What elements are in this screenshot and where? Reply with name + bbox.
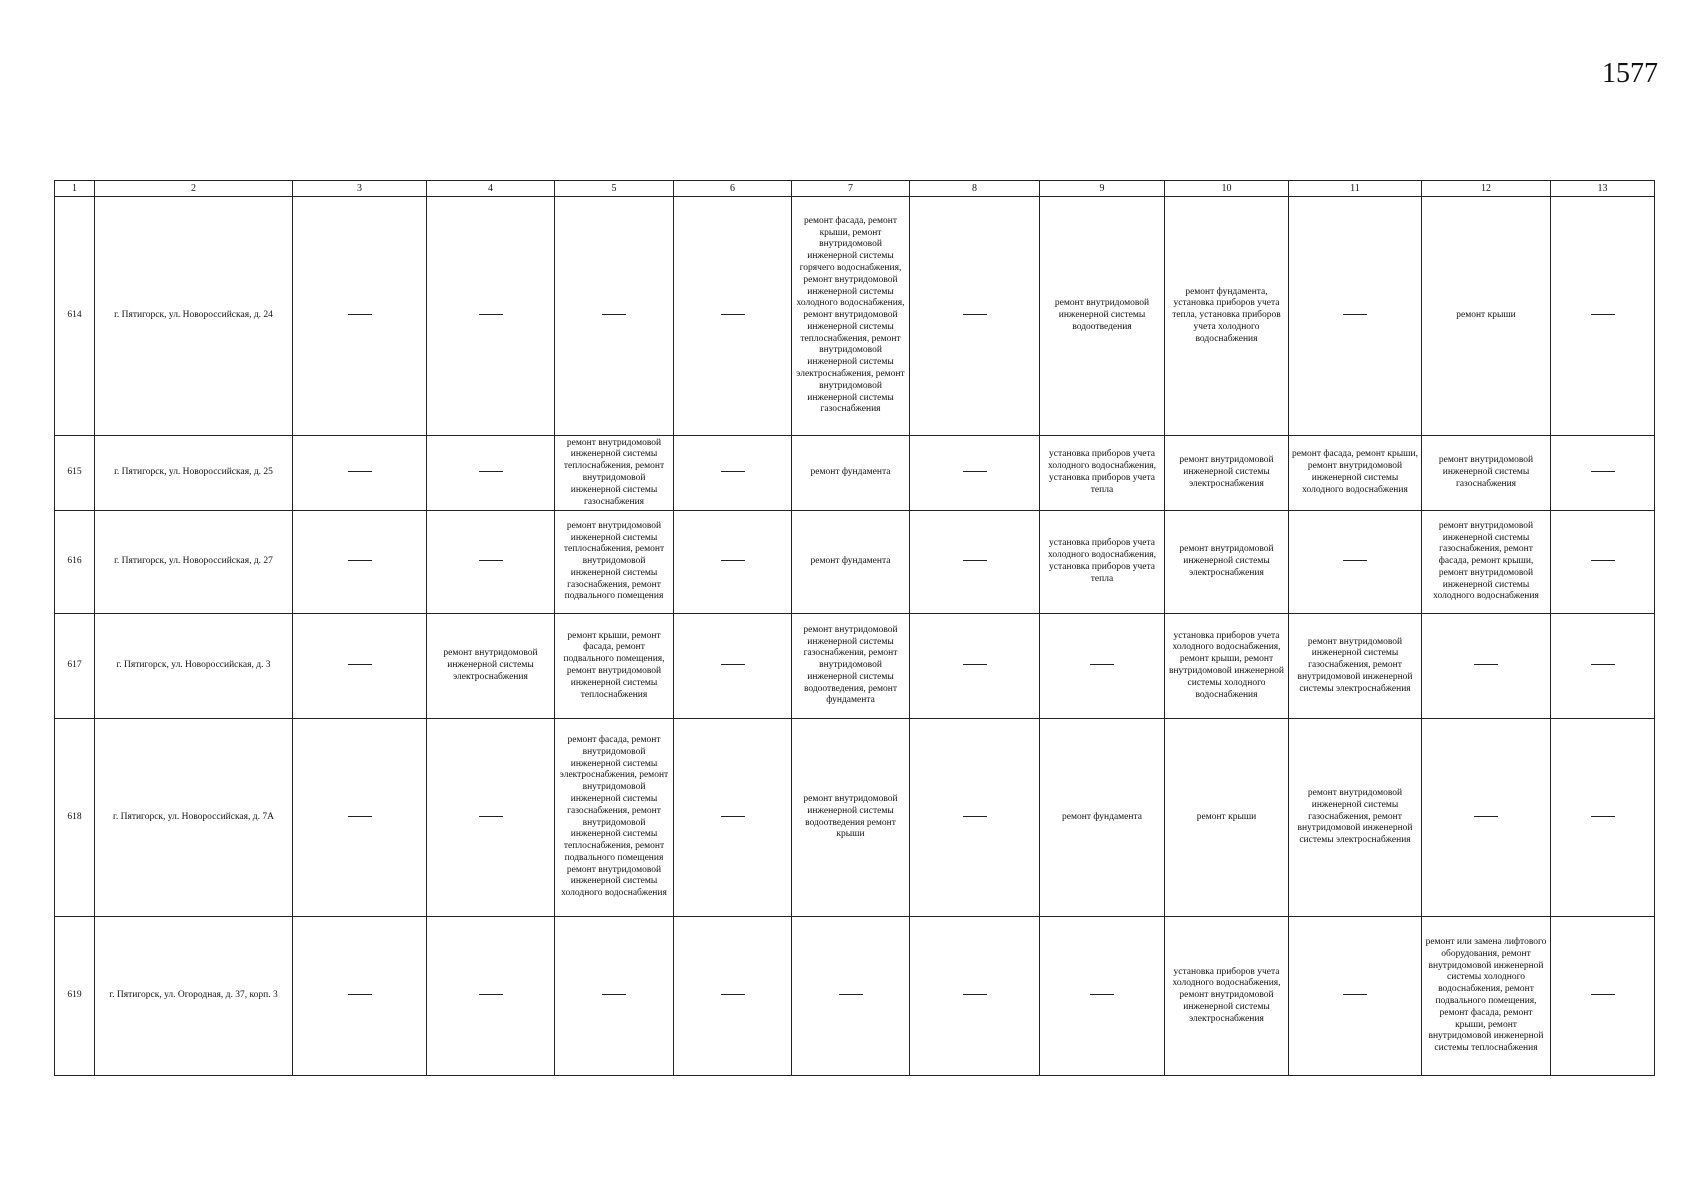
work-type-cell: установка приборов учета холодного водоснабжения, установка приборов учета тепла: [1040, 436, 1165, 511]
table-row: [55, 197, 1655, 436]
dash-mark: [1474, 816, 1498, 817]
address-cell: г. Пятигорск, ул. Огородная, д. 37, корп. 3: [95, 917, 293, 1076]
empty-cell: [1551, 511, 1655, 614]
work-type-cell: установка приборов учета холодного водоснабжения, установка приборов учета тепла: [1040, 511, 1165, 614]
work-type-cell: ремонт внутридомовой инженерной системы электроснабжения: [1165, 436, 1289, 511]
dash-mark: [348, 560, 372, 561]
work-type-cell: ремонт крыши: [1422, 197, 1551, 436]
dash-mark: [721, 664, 745, 665]
column-header: 4: [427, 181, 555, 197]
empty-cell: [293, 719, 427, 917]
dash-mark: [602, 314, 626, 315]
empty-cell: [427, 917, 555, 1076]
row-number-cell: 617: [55, 614, 95, 719]
row-number-cell: 618: [55, 719, 95, 917]
empty-cell: [792, 917, 910, 1076]
empty-cell: [1551, 917, 1655, 1076]
work-type-cell: ремонт внутридомовой инженерной системы газоснабжения, ремонт внутридомовой инженерной системы электроснабжения: [1289, 614, 1422, 719]
empty-cell: [1040, 614, 1165, 719]
empty-cell: [293, 436, 427, 511]
work-type-cell: ремонт внутридомовой инженерной системы теплоснабжения, ремонт внутридомовой инженерной системы газоснабжения: [555, 436, 674, 511]
work-type-cell: установка приборов учета холодного водоснабжения, ремонт внутридомовой инженерной системы электроснабжения: [1165, 917, 1289, 1076]
dash-mark: [348, 816, 372, 817]
dash-mark: [721, 994, 745, 995]
dash-mark: [1090, 994, 1114, 995]
column-header: 10: [1165, 181, 1289, 197]
empty-cell: [674, 719, 792, 917]
dash-mark: [1591, 314, 1615, 315]
empty-cell: [427, 511, 555, 614]
dash-mark: [1343, 314, 1367, 315]
empty-cell: [427, 436, 555, 511]
row-number-cell: 615: [55, 436, 95, 511]
empty-cell: [427, 197, 555, 436]
dash-mark: [1474, 664, 1498, 665]
dash-mark: [348, 994, 372, 995]
table-row: [55, 614, 1655, 719]
work-type-cell: установка приборов учета холодного водоснабжения, ремонт крыши, ремонт внутридомовой инженерной системы холодного водоснабжения: [1165, 614, 1289, 719]
empty-cell: [1422, 614, 1551, 719]
work-type-cell: ремонт внутридомовой инженерной системы теплоснабжения, ремонт внутридомовой инженерной системы газоснабжения, ремонт подвального помещения: [555, 511, 674, 614]
empty-cell: [1551, 197, 1655, 436]
empty-cell: [555, 917, 674, 1076]
work-type-cell: ремонт внутридомовой инженерной системы газоснабжения, ремонт внутридомовой инженерной системы электроснабжения: [1289, 719, 1422, 917]
column-header: 5: [555, 181, 674, 197]
table-row: [55, 436, 1655, 511]
dash-mark: [1343, 560, 1367, 561]
table-row: [55, 511, 1655, 614]
column-number-row: [55, 181, 1655, 197]
empty-cell: [1289, 917, 1422, 1076]
empty-cell: [674, 511, 792, 614]
empty-cell: [1040, 917, 1165, 1076]
dash-mark: [479, 816, 503, 817]
dash-mark: [839, 994, 863, 995]
work-type-cell: ремонт внутридомовой инженерной системы водоотведения ремонт крыши: [792, 719, 910, 917]
dash-mark: [479, 471, 503, 472]
column-header: 9: [1040, 181, 1165, 197]
dash-mark: [348, 314, 372, 315]
empty-cell: [910, 719, 1040, 917]
empty-cell: [427, 719, 555, 917]
empty-cell: [1551, 719, 1655, 917]
dash-mark: [963, 314, 987, 315]
dash-mark: [1591, 994, 1615, 995]
empty-cell: [674, 197, 792, 436]
dash-mark: [1591, 560, 1615, 561]
work-type-cell: ремонт фасада, ремонт крыши, ремонт внутридомовой инженерной системы холодного водоснабжения: [1289, 436, 1422, 511]
empty-cell: [674, 614, 792, 719]
empty-cell: [910, 197, 1040, 436]
dash-mark: [721, 816, 745, 817]
table-row: [55, 719, 1655, 917]
empty-cell: [293, 614, 427, 719]
work-type-cell: ремонт внутридомовой инженерной системы электроснабжения: [1165, 511, 1289, 614]
empty-cell: [910, 511, 1040, 614]
work-type-cell: ремонт фасада, ремонт внутридомовой инженерной системы электроснабжения, ремонт внутридомовой инженерной системы газоснабжения, ремонт внутридомовой инженерной системы теплоснабжения, ремонт подвального помещения ремонт внутридомовой инженерной системы холодного водоснабжения: [555, 719, 674, 917]
dash-mark: [479, 994, 503, 995]
dash-mark: [1591, 816, 1615, 817]
work-type-cell: ремонт фасада, ремонт крыши, ремонт внутридомовой инженерной системы горячего водоснабжения, ремонт внутридомовой инженерной системы холодного водоснабжения, ремонт внутридомовой инженерной системы теплоснабжения, ремонт внутридомовой инженерной системы электроснабжения, ремонт внутридомовой инженерной системы газоснабжения: [792, 197, 910, 436]
work-type-cell: ремонт внутридомовой инженерной системы газоснабжения, ремонт внутридомовой инженерной системы водоотведения, ремонт фундамента: [792, 614, 910, 719]
work-type-cell: ремонт фундамента: [792, 436, 910, 511]
row-number-cell: 614: [55, 197, 95, 436]
column-header: 6: [674, 181, 792, 197]
work-type-cell: ремонт крыши: [1165, 719, 1289, 917]
empty-cell: [1422, 719, 1551, 917]
empty-cell: [1289, 197, 1422, 436]
column-header: 7: [792, 181, 910, 197]
repair-schedule-table: [54, 180, 1655, 1076]
column-header: 11: [1289, 181, 1422, 197]
work-type-cell: ремонт внутридомовой инженерной системы электроснабжения: [427, 614, 555, 719]
address-cell: г. Пятигорск, ул. Новороссийская, д. 7А: [95, 719, 293, 917]
empty-cell: [293, 917, 427, 1076]
dash-mark: [348, 471, 372, 472]
dash-mark: [1090, 664, 1114, 665]
address-cell: г. Пятигорск, ул. Новороссийская, д. 25: [95, 436, 293, 511]
table-body: [55, 197, 1655, 1076]
empty-cell: [1289, 511, 1422, 614]
work-type-cell: ремонт внутридомовой инженерной системы газоснабжения, ремонт фасада, ремонт крыши, ремонт внутридомовой инженерной системы холодного водоснабжения: [1422, 511, 1551, 614]
address-cell: г. Пятигорск, ул. Новороссийская, д. 3: [95, 614, 293, 719]
work-type-cell: ремонт фундамента: [1040, 719, 1165, 917]
empty-cell: [1551, 614, 1655, 719]
dash-mark: [963, 994, 987, 995]
dash-mark: [963, 816, 987, 817]
work-type-cell: ремонт фундамента, установка приборов учета тепла, установка приборов учета холодного водоснабжения: [1165, 197, 1289, 436]
empty-cell: [293, 197, 427, 436]
empty-cell: [674, 436, 792, 511]
dash-mark: [721, 314, 745, 315]
dash-mark: [1591, 471, 1615, 472]
row-number-cell: 619: [55, 917, 95, 1076]
empty-cell: [1551, 436, 1655, 511]
dash-mark: [963, 560, 987, 561]
dash-mark: [348, 664, 372, 665]
work-type-cell: ремонт внутридомовой инженерной системы газоснабжения: [1422, 436, 1551, 511]
dash-mark: [602, 994, 626, 995]
work-type-cell: ремонт крыши, ремонт фасада, ремонт подвального помещения, ремонт внутридомовой инженерной системы теплоснабжения: [555, 614, 674, 719]
column-header: 12: [1422, 181, 1551, 197]
dash-mark: [479, 560, 503, 561]
dash-mark: [479, 314, 503, 315]
empty-cell: [910, 614, 1040, 719]
column-header: 8: [910, 181, 1040, 197]
column-header: 13: [1551, 181, 1655, 197]
empty-cell: [910, 436, 1040, 511]
empty-cell: [555, 197, 674, 436]
column-header: 1: [55, 181, 95, 197]
page-number: 1577: [1602, 58, 1658, 89]
column-header: 3: [293, 181, 427, 197]
dash-mark: [963, 664, 987, 665]
empty-cell: [910, 917, 1040, 1076]
dash-mark: [1343, 994, 1367, 995]
address-cell: г. Пятигорск, ул. Новороссийская, д. 24: [95, 197, 293, 436]
row-number-cell: 616: [55, 511, 95, 614]
address-cell: г. Пятигорск, ул. Новороссийская, д. 27: [95, 511, 293, 614]
dash-mark: [721, 471, 745, 472]
empty-cell: [674, 917, 792, 1076]
dash-mark: [963, 471, 987, 472]
dash-mark: [721, 560, 745, 561]
work-type-cell: ремонт или замена лифтового оборудования, ремонт внутридомовой инженерной системы холодного водоснабжения, ремонт подвального помещения, ремонт фасада, ремонт крыши, ремонт внутридомовой инженерной системы теплоснабжения: [1422, 917, 1551, 1076]
dash-mark: [1591, 664, 1615, 665]
work-type-cell: ремонт внутридомовой инженерной системы водоотведения: [1040, 197, 1165, 436]
table-row: [55, 917, 1655, 1076]
empty-cell: [293, 511, 427, 614]
work-type-cell: ремонт фундамента: [792, 511, 910, 614]
column-header: 2: [95, 181, 293, 197]
